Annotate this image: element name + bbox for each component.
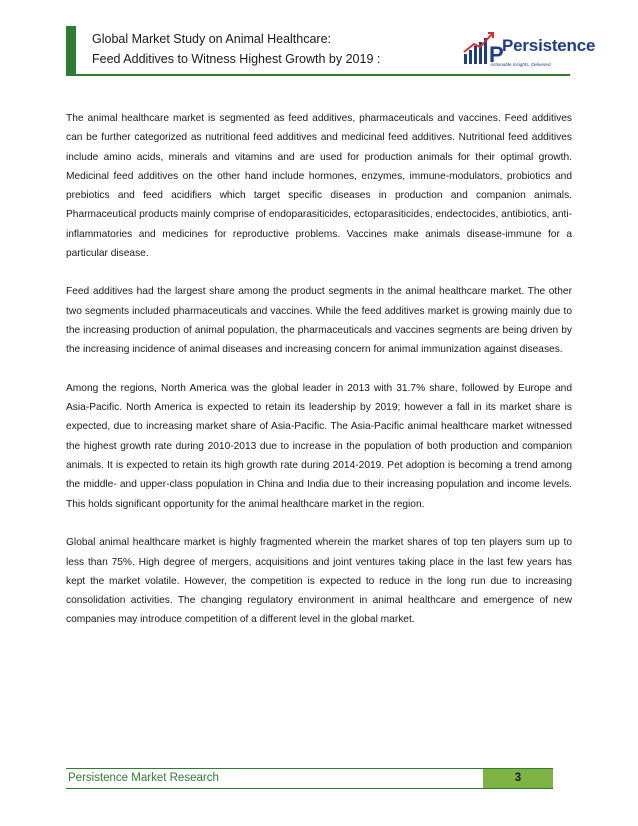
- footer-company: Persistence Market Research: [68, 772, 219, 784]
- page-footer: [66, 768, 553, 789]
- header-rule: [66, 74, 570, 76]
- body-content: [66, 109, 572, 649]
- svg-text:P: P: [489, 42, 504, 67]
- paragraph-regions: Among the regions, North America was the global leader in 2013 with 31.7% share, followed by Europe and Asia-Pacific. North America is expected to retain its leadership by 2019; however a fall in its market share is expected, due to increasing market share of Asia-Pacific. The Asia-Pacific animal healthcare market witnessed the highest growth rate during 2010-2013 due to increase in the population of both production and companion animals. It is expected to retain its high growth rate during 2014-2019. Pet adoption is becoming a trend among the middle- and upper-class population in China and India due to their increasing population and income levels. This holds significant opportunity for the animal healthcare market in the region.: [66, 382, 572, 510]
- persistence-logo: [462, 28, 596, 72]
- page-number: 3: [483, 769, 553, 788]
- logo-tagline: Actionable Insights. Delivered.: [490, 62, 552, 67]
- header-accent-bar: [66, 26, 76, 76]
- paragraph-segmentation: The animal healthcare market is segmented as feed additives, pharmaceuticals and vaccines. Feed additives can be further categorized as nutritional feed additives and medicinal feed additives. Nutritional feed additives include amino acids, minerals and vitamins and are used for production animals for their optimal growth. Medicinal feed additives on the other hand include hormones, enzymes, immune-modulators, probiotics and prebiotics and feed acidifiers which target specific diseases in production and companion animals. Pharmaceutical products mainly comprise of endoparasiticides, ectoparasiticides, endectocides, antibiotics, anti-inflammatories and medicines for reproductive problems. Vaccines make animals disease-immune for a particular disease.: [66, 113, 572, 260]
- header-title-line-1: Global Market Study on Animal Healthcare:: [92, 32, 332, 46]
- logo-wordmark: Persistence: [502, 36, 596, 55]
- paragraph-competition: Global animal healthcare market is highly fragmented wherein the market shares of top ten players sum up to less than 75%. High degree of mergers, acquisitions and joint ventures taking place in the last few years has kept the market volatile. However, the competition is expected to reduce in the long run due to increasing consolidation activities. The changing regulatory environment in animal healthcare and emergence of new companies may introduce competition of a different level in the global market.: [66, 537, 572, 626]
- header-title-line-2: Feed Additives to Witness Highest Growth by 2019 :: [92, 52, 381, 66]
- header-title: [92, 29, 452, 69]
- paragraph-feed-additives: Feed additives had the largest share among the product segments in the animal healthcare market. The other two segments included pharmaceuticals and vaccines. While the feed additives market is growing mainly due to the increasing production of animal population, the pharmaceuticals and vaccines segments are being driven by the increasing incidence of animal diseases and increasing concern for animal immunization against diseases.: [66, 286, 572, 356]
